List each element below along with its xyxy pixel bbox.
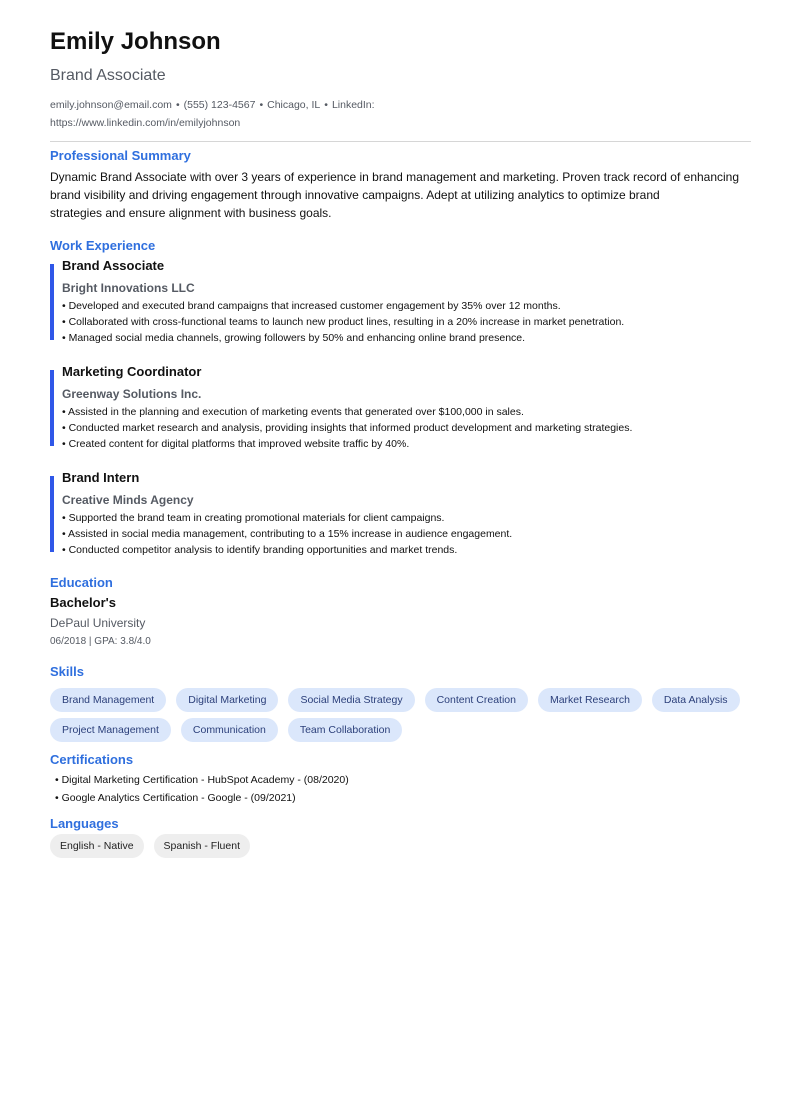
summary-section	[50, 148, 751, 222]
skill-chip: Project Management	[50, 718, 171, 742]
location-text: Chicago, IL	[267, 99, 321, 111]
job-title: Brand Associate	[62, 258, 165, 273]
job-bullet: • Created content for digital platforms that improved website traffic by 40%.	[62, 438, 410, 450]
candidate-name: Emily Johnson	[50, 28, 221, 55]
job-company: Creative Minds Agency	[62, 493, 194, 507]
skills-list	[50, 688, 751, 742]
job-bullet: • Conducted market research and analysis, providing insights that informed product development and marketing strategies.	[62, 422, 633, 434]
job-bullet: • Supported the brand team in creating promotional materials for client campaigns.	[62, 512, 445, 524]
section-title-skills: Skills	[50, 664, 84, 679]
education-degree: Bachelor's	[50, 595, 116, 610]
resume-page	[50, 28, 751, 858]
separator: •	[175, 99, 180, 111]
certification-item: • Google Analytics Certification - Google - (09/2021)	[55, 792, 296, 804]
job-bullet: • Developed and executed brand campaigns that increased customer engagement by 35% over 12 months.	[62, 300, 561, 312]
separator: •	[259, 99, 264, 111]
job-entry	[50, 364, 751, 452]
job-bullet: • Managed social media channels, growing followers by 50% and enhancing online brand presence.	[62, 332, 526, 344]
language-chip: Spanish - Fluent	[154, 834, 250, 858]
skill-chip: Market Research	[538, 688, 642, 712]
section-title-summary: Professional Summary	[50, 148, 191, 163]
linkedin-label: LinkedIn:	[331, 99, 375, 111]
education-school: DePaul University	[50, 616, 146, 630]
job-bullets	[62, 510, 751, 558]
header-divider	[50, 141, 751, 142]
section-title-education: Education	[50, 575, 113, 590]
skill-chip: Digital Marketing	[176, 688, 278, 712]
skill-chip: Content Creation	[425, 688, 528, 712]
job-accent-bar	[50, 264, 54, 340]
job-bullet: • Collaborated with cross-functional teams to launch new product lines, resulting in a 20% increase in market penetration.	[62, 316, 625, 328]
section-title-languages: Languages	[50, 816, 119, 831]
skill-chip: Brand Management	[50, 688, 166, 712]
job-company: Greenway Solutions Inc.	[62, 387, 202, 401]
separator: •	[324, 99, 328, 111]
education-meta: 06/2018 | GPA: 3.8/4.0	[50, 636, 151, 647]
language-chip: English - Native	[50, 834, 144, 858]
job-title: Brand Intern	[62, 470, 140, 485]
phone-text: (555) 123-4567	[183, 99, 256, 111]
contact-info	[50, 96, 410, 132]
header	[50, 28, 751, 142]
summary-text	[50, 168, 751, 222]
education-section	[50, 575, 751, 649]
job-bullet: • Assisted in social media management, contributing to a 15% increase in audience engagement.	[62, 528, 513, 540]
certifications-list	[50, 771, 751, 807]
job-bullet: • Assisted in the planning and execution of marketing events that generated over $100,000 in sales.	[62, 406, 524, 418]
job-entry	[50, 470, 751, 558]
job-title: Marketing Coordinator	[62, 364, 202, 379]
job-entry	[50, 258, 751, 346]
job-accent-bar	[50, 476, 54, 552]
email-link[interactable]: emily.johnson@email.com	[50, 99, 172, 111]
job-accent-bar	[50, 370, 54, 446]
languages-section	[50, 816, 751, 858]
section-title-certifications: Certifications	[50, 752, 134, 767]
certification-item: • Digital Marketing Certification - HubSpot Academy - (08/2020)	[55, 774, 349, 786]
summary-line: brand visibility and driving engagement through innovative campaigns. Adept at utilizing analytics to optimize brand	[50, 188, 660, 202]
skill-chip: Team Collaboration	[288, 718, 402, 742]
job-bullet: • Conducted competitor analysis to identify branding opportunities and market trends.	[62, 544, 458, 556]
skills-section	[50, 664, 751, 742]
experience-section	[50, 238, 751, 558]
summary-line: strategies and ensure alignment with business goals.	[50, 206, 332, 220]
certifications-section	[50, 752, 751, 807]
job-bullets	[62, 404, 751, 452]
summary-line: Dynamic Brand Associate with over 3 years of experience in brand management and marketing. Proven track record of enhancing	[50, 170, 740, 184]
languages-list	[50, 834, 751, 858]
candidate-role: Brand Associate	[50, 67, 166, 84]
job-company: Bright Innovations LLC	[62, 281, 195, 295]
section-title-experience: Work Experience	[50, 238, 156, 253]
skill-chip: Data Analysis	[652, 688, 740, 712]
linkedin-link[interactable]: https://www.linkedin.com/in/emilyjohnson	[50, 117, 241, 129]
skill-chip: Communication	[181, 718, 278, 742]
job-bullets	[62, 298, 751, 346]
skill-chip: Social Media Strategy	[288, 688, 414, 712]
